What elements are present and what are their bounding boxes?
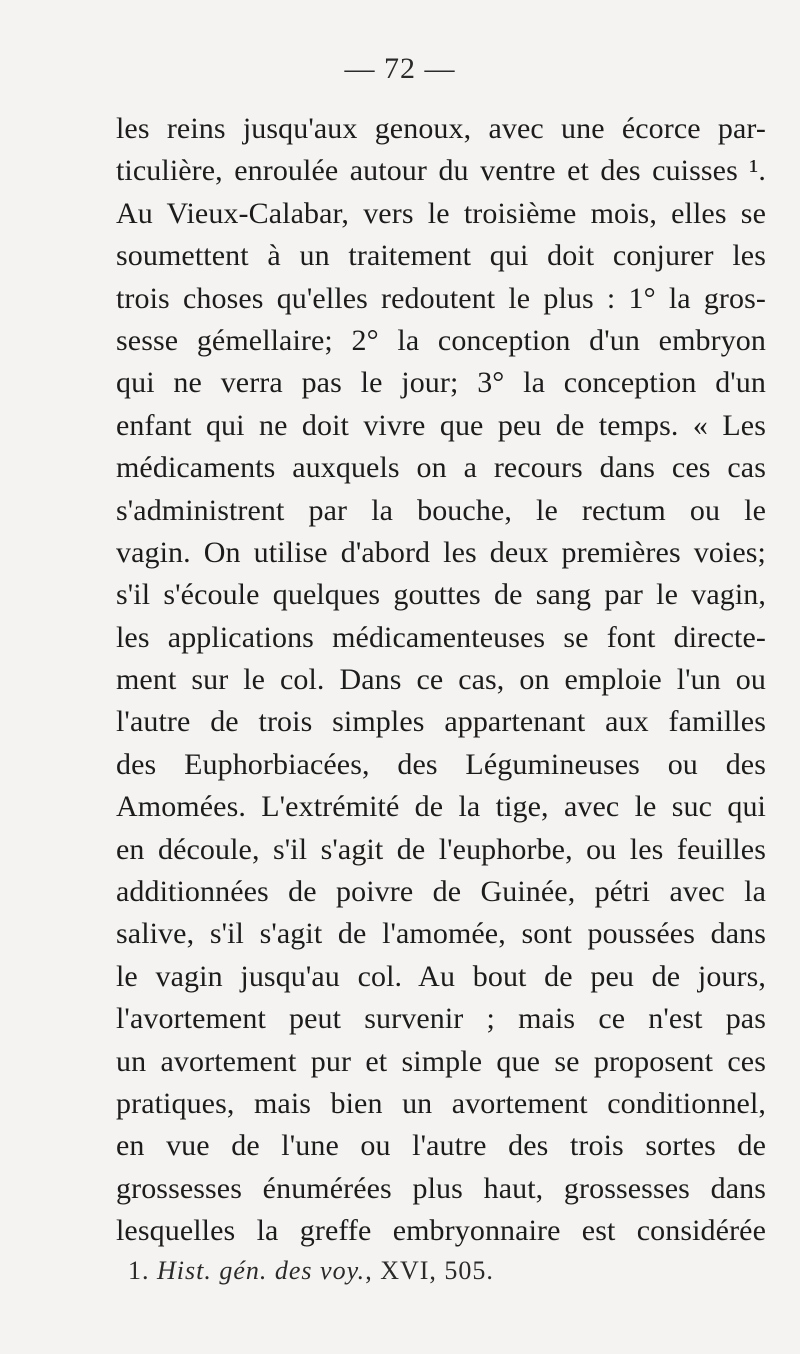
text-line: ment sur le col. Dans ce cas, on emploie l'un ou xyxy=(116,663,766,697)
text-line: trois choses qu'elles redoutent le plus : 1° la gros- xyxy=(116,281,766,315)
text-line: l'autre de trois simples appartenant aux familles xyxy=(116,705,766,739)
text-line: vagin. On utilise d'abord les deux premières voies; xyxy=(116,535,766,569)
text-line: un avortement pur et simple que se proposent ces xyxy=(116,1044,766,1078)
text-line: additionnées de poivre de Guinée, pétri avec la xyxy=(116,875,766,909)
footnote-reference: , XVI, 505. xyxy=(365,1256,494,1285)
text-line: Au Vieux-Calabar, vers le troisième mois, elles se xyxy=(116,196,766,230)
text-line: grossesses énumérées plus haut, grossesses dans xyxy=(116,1171,766,1205)
text-line: le vagin jusqu'au col. Au bout de peu de jours, xyxy=(116,959,766,993)
text-line: soumettent à un traitement qui doit conjurer les xyxy=(116,239,766,273)
text-line: salive, s'il s'agit de l'amomée, sont poussées dans xyxy=(116,917,766,951)
text-line: en découle, s'il s'agit de l'euphorbe, ou les feuilles xyxy=(116,832,766,866)
text-line: ticulière, enroulée autour du ventre et des cuisses ¹. xyxy=(116,154,766,188)
text-line: pratiques, mais bien un avortement conditionnel, xyxy=(116,1086,766,1120)
text-line: sesse gémellaire; 2° la conception d'un embryon xyxy=(116,323,766,357)
text-line: en vue de l'une ou l'autre des trois sortes de xyxy=(116,1129,766,1163)
footnote-marker: 1. xyxy=(128,1256,150,1285)
text-line: lesquelles la greffe embryonnaire est considérée xyxy=(116,1214,766,1248)
footnote xyxy=(128,1256,494,1286)
page-number: — 72 — xyxy=(344,52,456,85)
footnote-source: Hist. gén. des voy. xyxy=(157,1256,366,1285)
text-line: s'il s'écoule quelques gouttes de sang par le vagin, xyxy=(116,578,766,612)
body-text xyxy=(116,108,766,1253)
text-line: l'avortement peut survenir ; mais ce n'est pas xyxy=(116,1002,766,1036)
text-line: Amomées. L'extrémité de la tige, avec le suc qui xyxy=(116,790,766,824)
text-line: s'administrent par la bouche, le rectum ou le xyxy=(116,493,766,527)
text-line: qui ne verra pas le jour; 3° la conception d'un xyxy=(116,366,766,400)
text-line: les applications médicamenteuses se font directe- xyxy=(116,620,766,654)
text-line: médicaments auxquels on a recours dans ces cas xyxy=(116,451,766,485)
text-line: des Euphorbiacées, des Légumineuses ou des xyxy=(116,747,766,781)
text-line: enfant qui ne doit vivre que peu de temps. « Les xyxy=(116,408,766,442)
text-line: les reins jusqu'aux genoux, avec une écorce par- xyxy=(116,112,766,145)
